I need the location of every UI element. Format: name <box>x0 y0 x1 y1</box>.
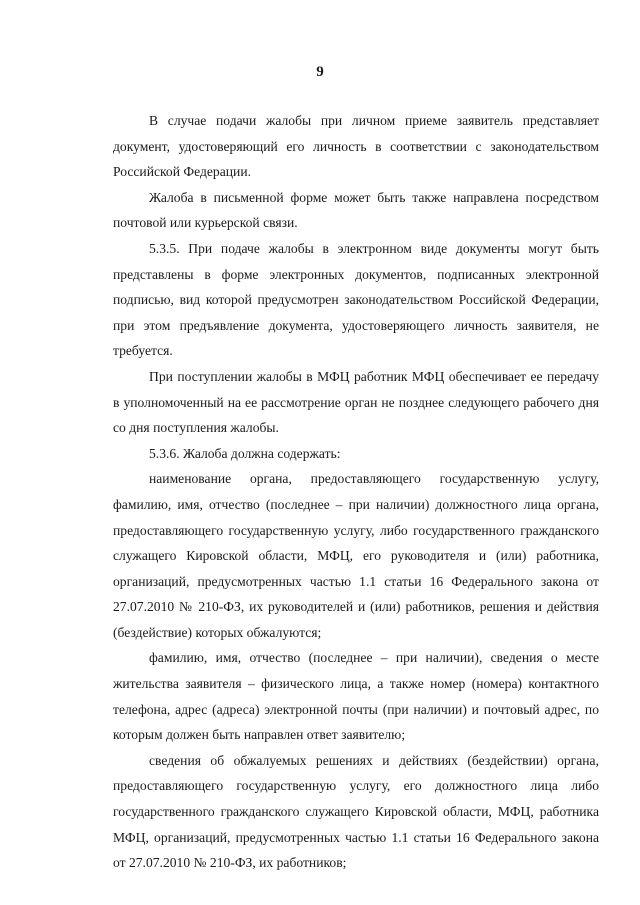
list-item-appealed-decisions: сведения об обжалуемых решениях и действиях (бездействии) органа, предоставляющего государственную услугу, его должностного лица либо государственного гражданского служащего Кировской области, МФЦ, работника МФЦ, организаций, предусмотренных частью 1.1 статьи 16 Федерального закона от 27.07.2010 № 210-ФЗ, их работников; <box>113 752 599 871</box>
list-item-authority-name: наименование органа, предоставляющего государственную услугу, фамилию, имя, отчество (последнее – при наличии) должностного лица органа, предоставляющего государственную услугу, либо государственного гражданского служащего Кировской области, МФЦ, его руководителя и (или) работника, организаций, предусмотренных частью 1.1 статьи 16 Федерального закона от 27.07.2010 № 210-ФЗ, их руководителей и (или) работников, решения и действия (бездействие) которых обжалуются; <box>113 471 599 640</box>
paragraph-written-form: Жалоба в письменной форме может быть также направлена посредством почтовой или курьерской связи. <box>113 189 599 231</box>
paragraph-5-3-6: 5.3.6. Жалоба должна содержать: <box>149 445 341 461</box>
paragraph-mfc-receipt: При поступлении жалобы в МФЦ работник МФЦ обеспечивает ее передачу в уполномоченный на ее рассмотрение орган не позднее следующего рабочего дня со дня поступления жалобы. <box>113 368 599 436</box>
document-body <box>113 108 599 876</box>
page-number: 9 <box>316 64 324 80</box>
paragraph-personal-reception: В случае подачи жалобы при личном приеме заявитель представляет документ, удостоверяющий его личность в соответствии с законодательством Российской Федерации. <box>113 113 599 180</box>
list-item-applicant-details: фамилию, имя, отчество (последнее – при наличии), сведения о месте жительства заявителя – физического лица, а также номер (номера) контактного телефона, адрес (адреса) электронной почты (при наличии) и почтовый адрес, по которым должен быть направлен ответ заявителю; <box>113 650 599 743</box>
paragraph-5-3-5: 5.3.5. При подаче жалобы в электронном виде документы могут быть представлены в форме электронных документов, подписанных электронной подписью, вид которой предусмотрен законодательством Российской Федерации, при этом предъявление документа, удостоверяющего личность заявителя, не требуется. <box>113 240 599 359</box>
